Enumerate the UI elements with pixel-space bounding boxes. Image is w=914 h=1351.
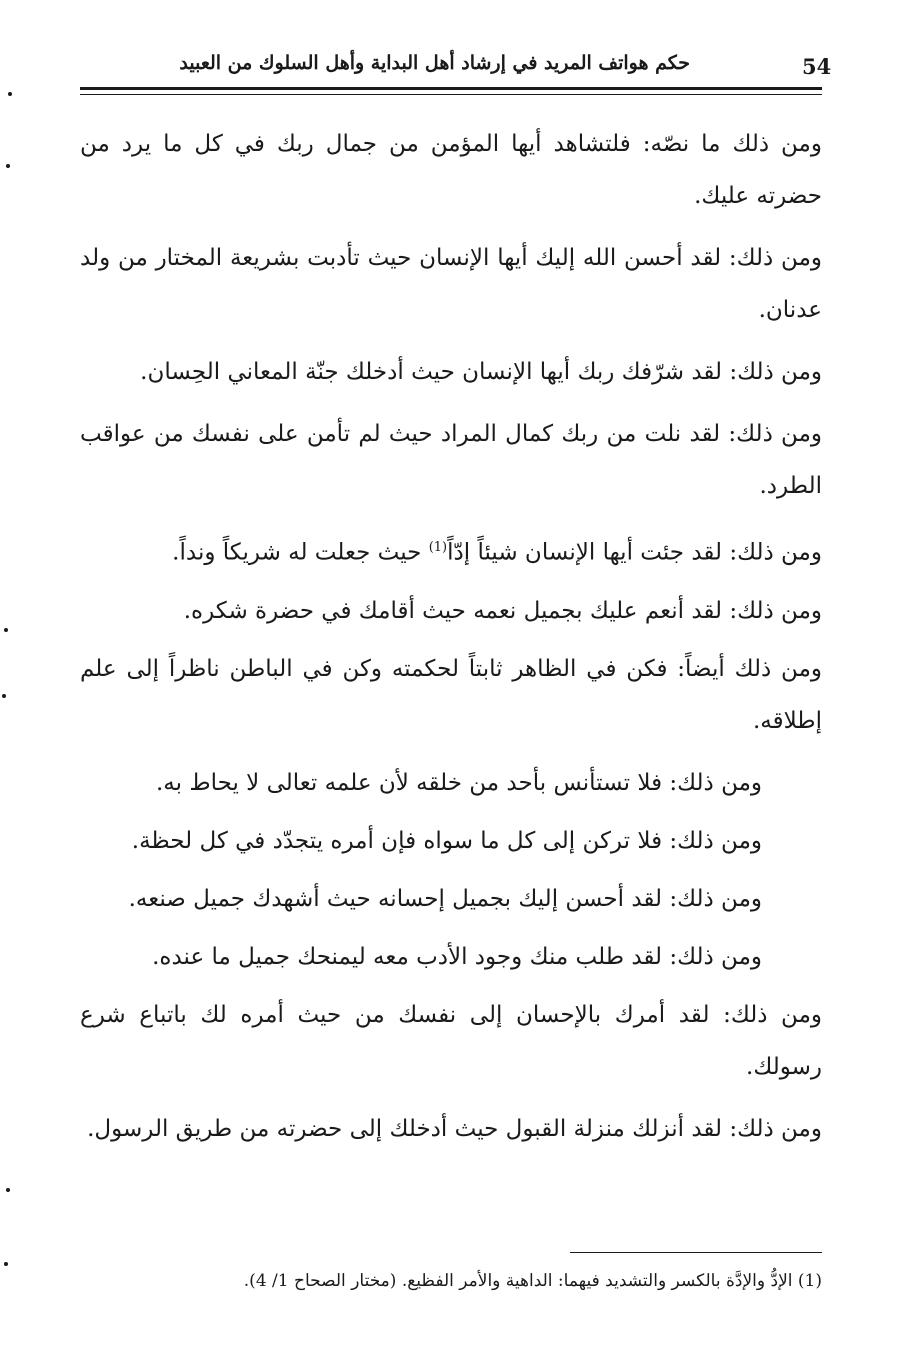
margin-speck [4,628,8,632]
indented-paragraph: ومن ذلك: لقد أحسن إليك بجميل إحسانه حيث أشهدك جميل صنعه. [128,885,762,912]
paragraph-with-footnote [80,522,822,579]
page-header [80,44,832,84]
paragraph: ومن ذلك أيضاً: فكن في الظاهر ثابتاً لحكمته وكن في الباطن ناظراً إلى علم إطلاقه. [80,655,822,734]
paragraph-text: حيث جعلت له شريكاً ونداً. [172,539,429,566]
page-number: 54 [802,54,832,79]
body-text [80,118,822,1165]
footnote-rule [570,1252,822,1253]
margin-speck [6,1188,10,1192]
running-title: حكم هواتف المريد في إرشاد أهل البداية وأهل السلوك من العبيد [179,52,690,74]
indented-paragraph: ومن ذلك: فلا تركن إلى كل ما سواه فإن أمره يتجدّد في كل لحظة. [131,827,762,854]
header-rule-thick [80,87,822,90]
margin-speck [4,1262,8,1266]
paragraph-text: ومن ذلك: لقد جئت أيها الإنسان شيئاً إدّاً [447,539,822,566]
paragraph: ومن ذلك ما نصّه: فلتشاهد أيها المؤمن من جمال ربك في كل ما يرد من حضرته عليك. [80,131,822,209]
indented-paragraph: ومن ذلك: فلا تستأنس بأحد من خلقه لأن علمه تعالى لا يحاط به. [155,769,762,796]
paragraph: ومن ذلك: لقد نلت من ربك كمال المراد حيث لم تأمن على نفسك من عواقب الطرد. [80,421,822,499]
paragraph: ومن ذلك: لقد أمرك بالإحسان إلى نفسك من حيث أمره لك باتباع شرع رسولك. [80,1001,822,1080]
paragraph: ومن ذلك: لقد أنزلك منزلة القبول حيث أدخلك إلى حضرته من طريق الرسول. [87,1115,822,1142]
paragraph: ومن ذلك: لقد شرّفك ربك أيها الإنسان حيث أدخلك جنّة المعاني الحِسان. [140,359,822,385]
header-rule-thin [80,94,822,95]
footnote: (1) الإدُّ والإدَّة بالكسر والتشديد فيهما: الداهية والأمر الفظيع. (مختار الصحاح 1/ 4). [243,1271,822,1291]
indented-paragraph: ومن ذلك: لقد طلب منك وجود الأدب معه ليمنحك جميل ما عنده. [152,943,762,970]
margin-speck [8,92,12,96]
paragraph: ومن ذلك: لقد أنعم عليك بجميل نعمه حيث أقامك في حضرة شكره. [183,597,822,624]
footnote-marker: (1) [428,540,448,555]
paragraph: ومن ذلك: لقد أحسن الله إليك أيها الإنسان حيث تأدبت بشريعة المختار من ولد عدنان. [80,245,822,323]
margin-speck [6,164,10,168]
margin-speck [2,694,6,698]
